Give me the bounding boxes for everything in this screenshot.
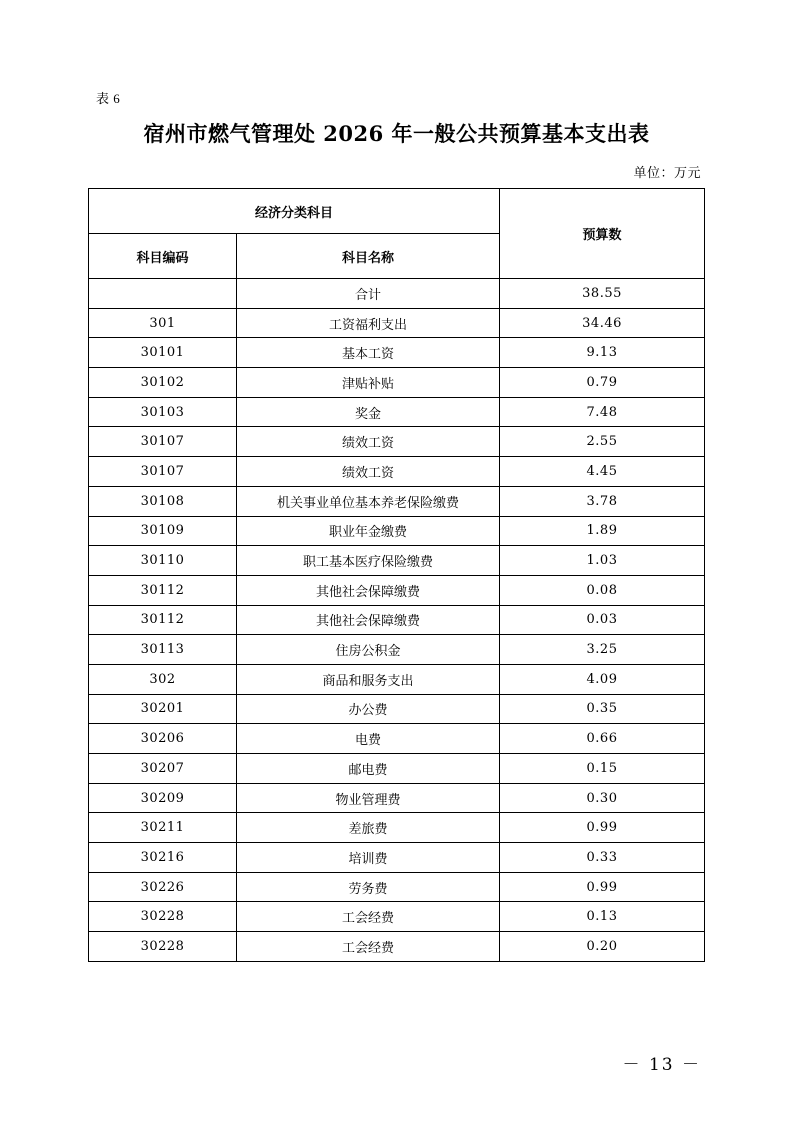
header-code: 科目编码 <box>89 234 237 279</box>
cell-amount: 4.09 <box>500 664 705 694</box>
cell-name: 职工基本医疗保险缴费 <box>237 546 500 576</box>
cell-name: 其他社会保障缴费 <box>237 575 500 605</box>
cell-amount: 4.45 <box>500 457 705 487</box>
table-row <box>89 664 705 694</box>
table-row <box>89 813 705 843</box>
cell-amount: 0.15 <box>500 754 705 784</box>
table-row <box>89 843 705 873</box>
cell-amount: 0.30 <box>500 783 705 813</box>
table-row <box>89 397 705 427</box>
cell-code: 30209 <box>89 783 237 813</box>
cell-name: 绩效工资 <box>237 457 500 487</box>
cell-amount: 0.79 <box>500 368 705 398</box>
cell-amount: 0.66 <box>500 724 705 754</box>
table-row <box>89 516 705 546</box>
cell-amount: 0.99 <box>500 872 705 902</box>
cell-name: 津贴补贴 <box>237 368 500 398</box>
table-row <box>89 546 705 576</box>
cell-name: 办公费 <box>237 694 500 724</box>
cell-code: 30112 <box>89 605 237 635</box>
cell-amount: 1.89 <box>500 516 705 546</box>
cell-name: 商品和服务支出 <box>237 664 500 694</box>
cell-code: 302 <box>89 664 237 694</box>
cell-code <box>89 279 237 309</box>
cell-amount: 9.13 <box>500 338 705 368</box>
cell-name: 电费 <box>237 724 500 754</box>
unit-note: 单位：万元 <box>633 165 701 180</box>
cell-name: 其他社会保障缴费 <box>237 605 500 635</box>
cell-code: 30228 <box>89 932 237 962</box>
cell-code: 30101 <box>89 338 237 368</box>
cell-name: 差旅费 <box>237 813 500 843</box>
cell-name: 工资福利支出 <box>237 308 500 338</box>
table-row <box>89 694 705 724</box>
cell-amount: 0.08 <box>500 575 705 605</box>
cell-name: 工会经费 <box>237 902 500 932</box>
table-row <box>89 754 705 784</box>
header-group-economic-classification: 经济分类科目 <box>89 189 500 234</box>
table-header <box>89 189 705 279</box>
table-row <box>89 279 705 309</box>
header-amount: 预算数 <box>500 189 705 279</box>
table-row <box>89 486 705 516</box>
cell-amount: 3.78 <box>500 486 705 516</box>
cell-code: 30112 <box>89 575 237 605</box>
table-row <box>89 872 705 902</box>
table-row <box>89 308 705 338</box>
cell-name: 劳务费 <box>237 872 500 902</box>
table-row <box>89 724 705 754</box>
cell-name: 培训费 <box>237 843 500 873</box>
cell-name: 物业管理费 <box>237 783 500 813</box>
cell-code: 30216 <box>89 843 237 873</box>
cell-amount: 0.20 <box>500 932 705 962</box>
cell-code: 30226 <box>89 872 237 902</box>
cell-amount: 34.46 <box>500 308 705 338</box>
table-label: 表 6 <box>96 91 121 106</box>
cell-name: 奖金 <box>237 397 500 427</box>
cell-name: 合计 <box>237 279 500 309</box>
cell-amount: 1.03 <box>500 546 705 576</box>
cell-code: 30228 <box>89 902 237 932</box>
cell-amount: 0.13 <box>500 902 705 932</box>
table-row <box>89 368 705 398</box>
cell-name: 基本工资 <box>237 338 500 368</box>
cell-name: 住房公积金 <box>237 635 500 665</box>
cell-code: 30107 <box>89 427 237 457</box>
page-title: 宿州市燃气管理处 2026 年一般公共预算基本支出表 <box>143 121 650 146</box>
cell-amount: 7.48 <box>500 397 705 427</box>
cell-code: 30110 <box>89 546 237 576</box>
budget-table <box>88 188 705 962</box>
cell-amount: 0.35 <box>500 694 705 724</box>
cell-name: 邮电费 <box>237 754 500 784</box>
cell-code: 30108 <box>89 486 237 516</box>
table-row <box>89 605 705 635</box>
header-name: 科目名称 <box>237 234 500 279</box>
cell-code: 301 <box>89 308 237 338</box>
cell-amount: 0.33 <box>500 843 705 873</box>
cell-name: 工会经费 <box>237 932 500 962</box>
table-row <box>89 932 705 962</box>
cell-code: 30107 <box>89 457 237 487</box>
cell-code: 30211 <box>89 813 237 843</box>
table-row <box>89 338 705 368</box>
cell-code: 30201 <box>89 694 237 724</box>
table-row <box>89 575 705 605</box>
table-body <box>89 279 705 962</box>
table-row <box>89 457 705 487</box>
cell-name: 机关事业单位基本养老保险缴费 <box>237 486 500 516</box>
table-row <box>89 902 705 932</box>
table-row <box>89 783 705 813</box>
table-row <box>89 427 705 457</box>
cell-code: 30109 <box>89 516 237 546</box>
cell-amount: 3.25 <box>500 635 705 665</box>
page-number: － 13 － <box>622 1055 701 1075</box>
cell-code: 30113 <box>89 635 237 665</box>
table-header-row-group <box>89 189 705 234</box>
cell-name: 绩效工资 <box>237 427 500 457</box>
cell-code: 30103 <box>89 397 237 427</box>
cell-name: 职业年金缴费 <box>237 516 500 546</box>
cell-code: 30207 <box>89 754 237 784</box>
cell-code: 30102 <box>89 368 237 398</box>
cell-code: 30206 <box>89 724 237 754</box>
cell-amount: 2.55 <box>500 427 705 457</box>
table-row <box>89 635 705 665</box>
cell-amount: 0.03 <box>500 605 705 635</box>
cell-amount: 0.99 <box>500 813 705 843</box>
cell-amount: 38.55 <box>500 279 705 309</box>
